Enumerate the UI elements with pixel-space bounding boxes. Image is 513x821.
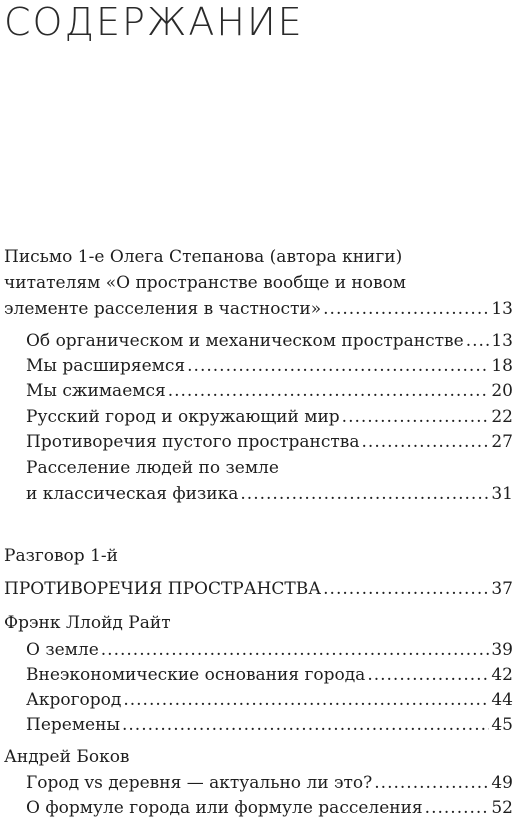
author-name: Фрэнк Ллойд Райт: [4, 613, 171, 633]
page-title: СОДЕРЖАНИЕ: [4, 0, 304, 44]
toc-item-title: Мы сжимаемся: [26, 381, 166, 401]
toc-item-title: Противоречия пустого пространства: [26, 432, 360, 452]
toc-item-title: Город vs деревня — актуально ли это?: [26, 773, 373, 793]
toc-item[interactable]: [0, 772, 513, 794]
toc-entry-letter-line-2: читателям «О пространстве вообще и новом: [4, 273, 407, 293]
toc-item[interactable]: [0, 797, 513, 819]
leader-dots: [342, 406, 490, 428]
page-number: 22: [491, 407, 513, 427]
section-heading: Разговор 1-й: [4, 546, 118, 566]
toc-item-title: Русский город и окружающий мир: [26, 407, 340, 427]
toc-item[interactable]: [0, 380, 513, 402]
page-number: 42: [491, 665, 513, 685]
toc-item[interactable]: [0, 689, 513, 711]
toc-item[interactable]: [0, 483, 513, 505]
leader-dots: [123, 689, 489, 711]
leader-dots: [374, 772, 489, 794]
page-number: 18: [491, 356, 513, 376]
page-number: 27: [491, 432, 513, 452]
leader-dots: [362, 431, 490, 453]
page-number: 45: [491, 715, 513, 735]
page-number: 49: [491, 773, 513, 793]
leader-dots: [122, 714, 489, 736]
toc-item-title: Мы расширяемся: [26, 356, 186, 376]
page-number: 39: [491, 640, 513, 660]
toc-item[interactable]: [0, 431, 513, 453]
toc-entry-letter-line-1: Письмо 1-е Олега Степанова (автора книги): [4, 247, 403, 267]
leader-dots: [101, 639, 490, 661]
toc-item[interactable]: [0, 714, 513, 736]
page-number: 13: [491, 299, 513, 319]
toc-item[interactable]: [0, 355, 513, 377]
page-number: 37: [491, 579, 513, 599]
toc-item[interactable]: [0, 330, 513, 352]
leader-dots: [168, 380, 490, 402]
author-name: Андрей Боков: [4, 747, 130, 767]
toc-entry-letter[interactable]: [0, 298, 513, 320]
leader-dots: [466, 330, 490, 352]
toc-item-title: Внеэкономические основания города: [26, 665, 366, 685]
toc-item[interactable]: [0, 639, 513, 661]
toc-item-title-line-1: Расселение людей по земле: [26, 458, 279, 478]
page-number: 20: [491, 381, 513, 401]
leader-dots: [323, 298, 489, 320]
page-number: 31: [491, 484, 513, 504]
toc-item[interactable]: [0, 406, 513, 428]
leader-dots: [367, 664, 489, 686]
leader-dots: [425, 797, 490, 819]
toc-entry-letter-line-3: элементе расселения в частности»: [4, 299, 322, 319]
leader-dots: [187, 355, 489, 377]
toc-item[interactable]: [0, 664, 513, 686]
toc-item-title: О формуле города или формуле расселения: [26, 798, 423, 818]
toc-item-title-line-2: и классическая физика: [26, 484, 239, 504]
toc-item-title: О земле: [26, 640, 99, 660]
section-title: ПРОТИВОРЕЧИЯ ПРОСТРАНСТВА: [4, 579, 322, 599]
leader-dots: [323, 578, 489, 600]
page-number: 44: [491, 690, 513, 710]
page-number: 52: [491, 798, 513, 818]
leader-dots: [240, 483, 489, 505]
page-number: 13: [491, 331, 513, 351]
toc-entry-conversation[interactable]: [0, 578, 513, 600]
toc-item-title: Перемены: [26, 715, 120, 735]
toc-item-title: Акрогород: [26, 690, 122, 710]
toc-item-title: Об органическом и механическом пространстве: [26, 331, 464, 351]
